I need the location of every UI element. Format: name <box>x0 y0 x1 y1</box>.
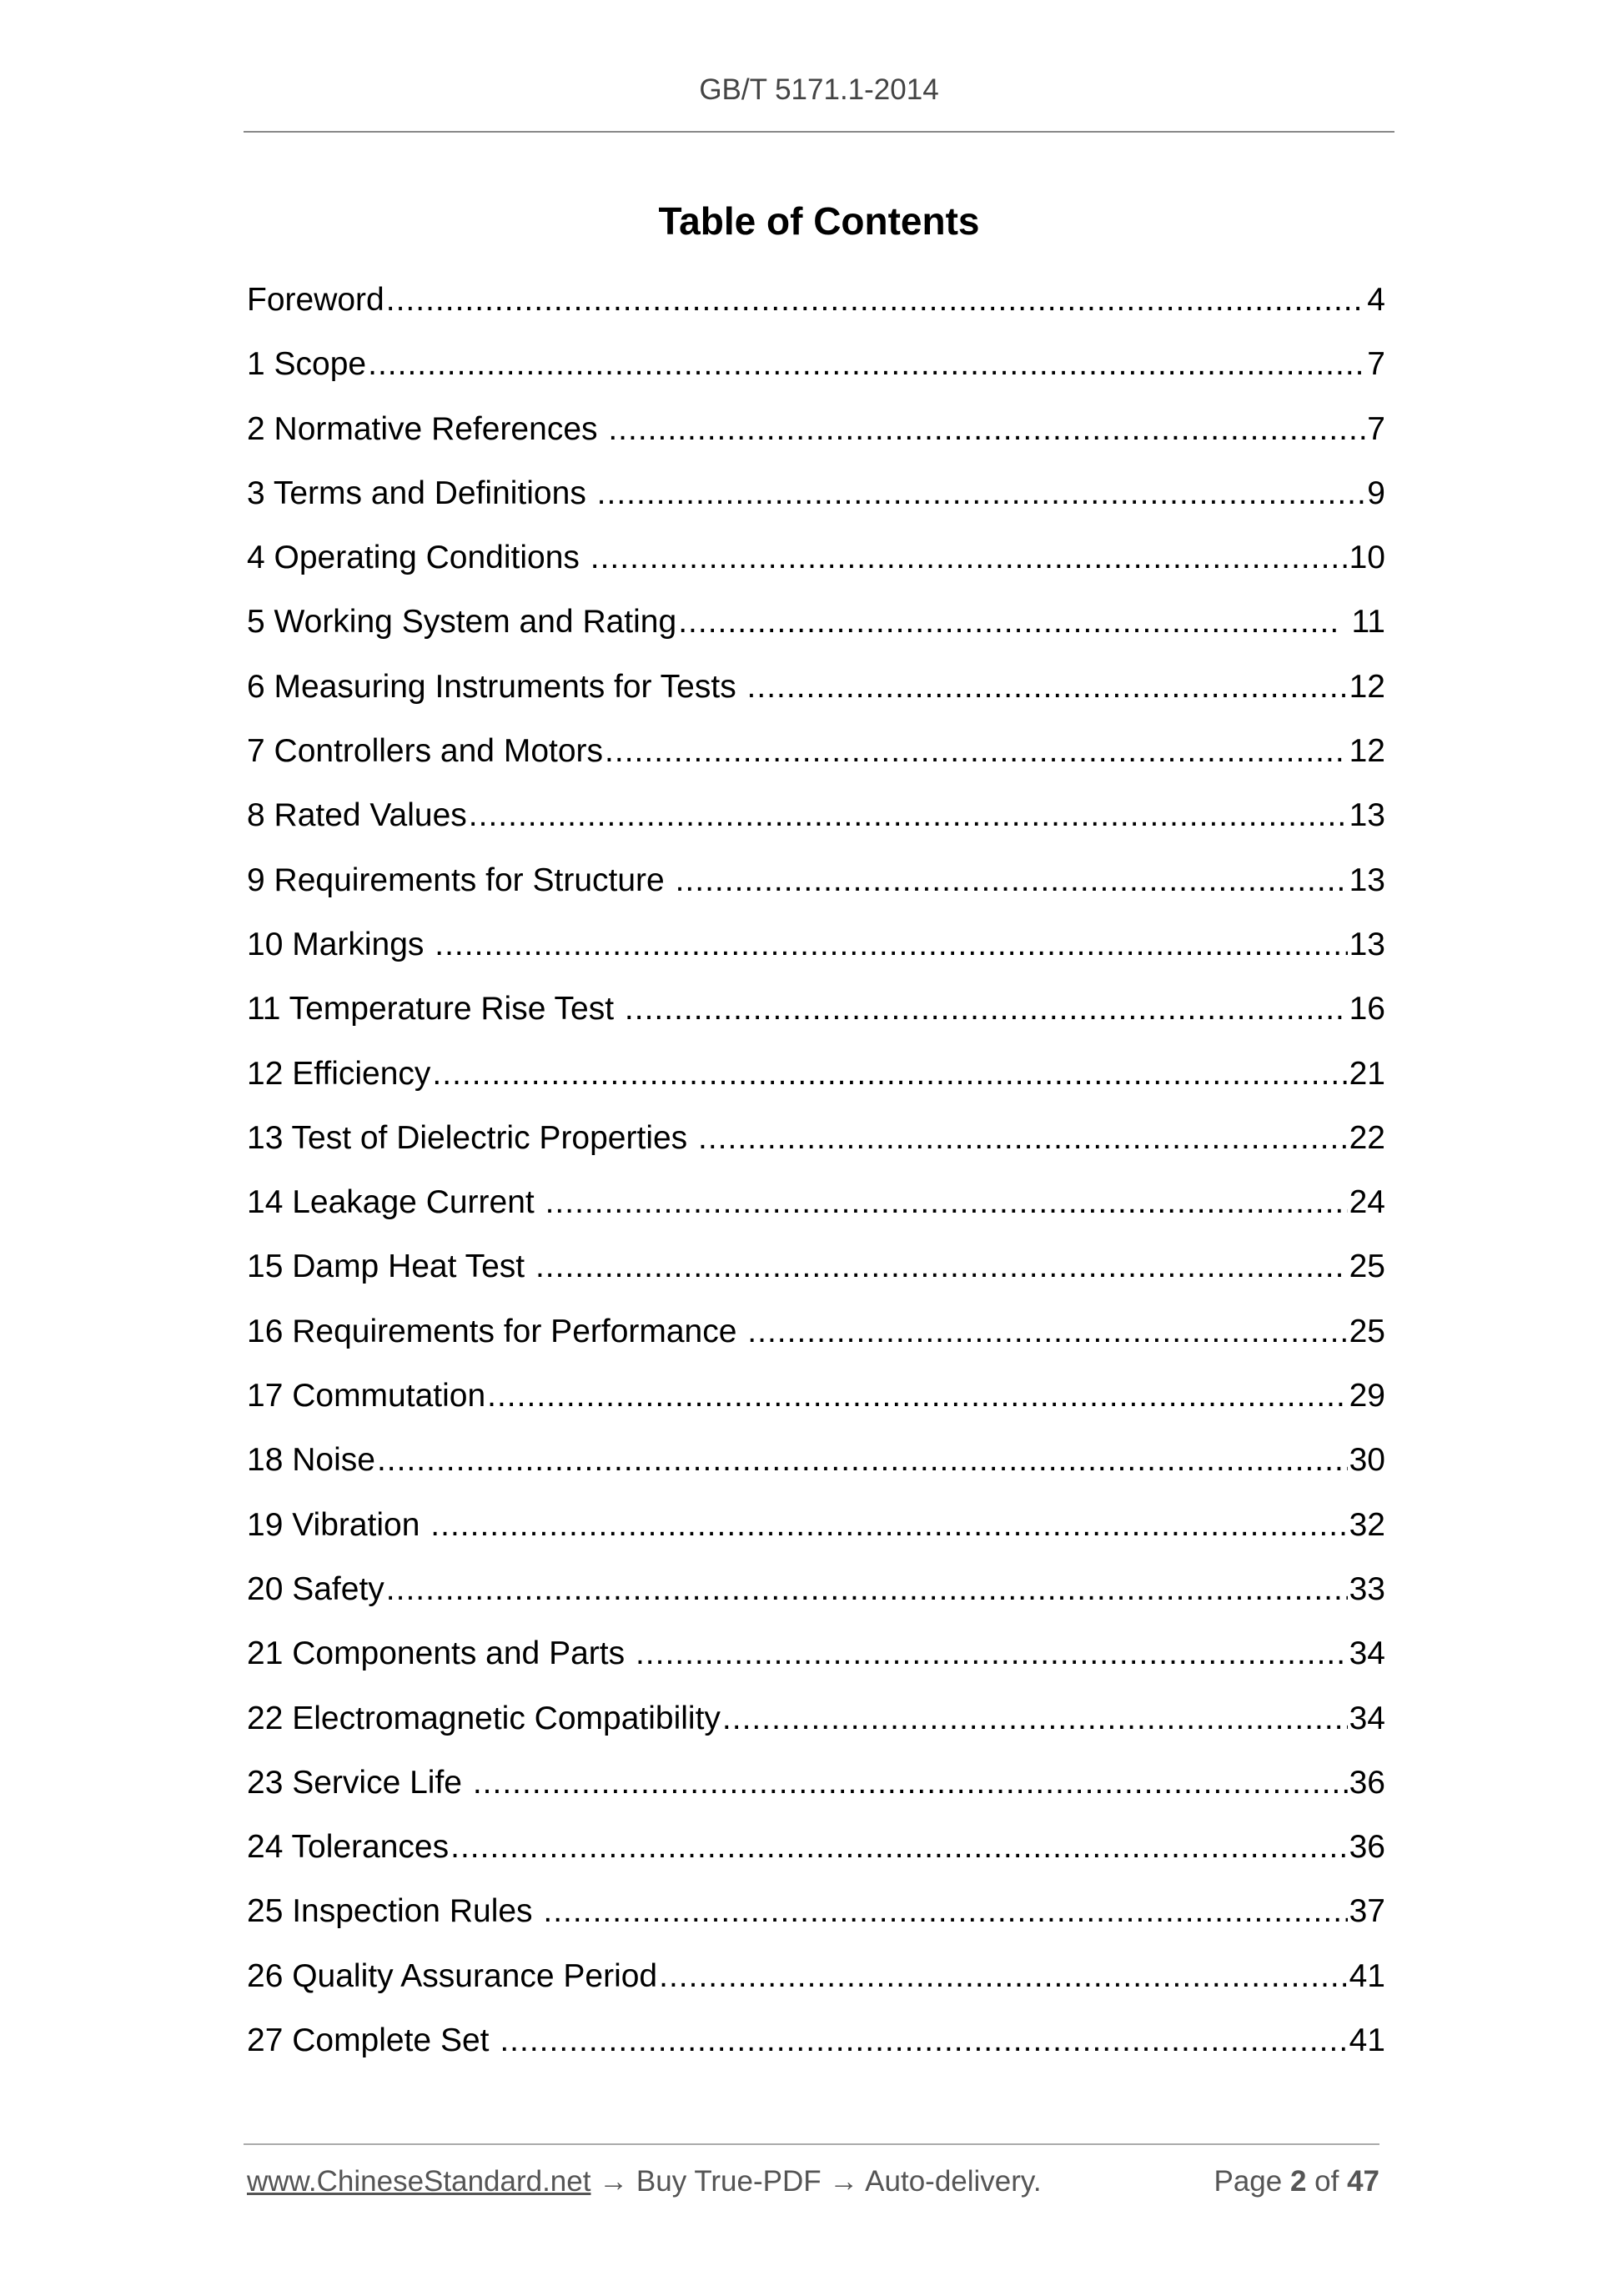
toc-entry-page: 29 <box>1349 1378 1385 1414</box>
toc-entry-title: 13 Test of Dielectric Properties <box>247 1119 697 1156</box>
toc-dot-leader <box>590 533 1348 583</box>
toc-entry[interactable] <box>247 597 1385 661</box>
toc-entry-title: 26 Quality Assurance Period <box>247 1957 658 1994</box>
toc-entry[interactable] <box>247 1565 1385 1629</box>
toc-dot-leader <box>625 984 1348 1034</box>
toc-entry-page: 25 <box>1349 1248 1385 1285</box>
toc-dot-leader <box>435 920 1347 970</box>
toc-entry-title: 6 Measuring Instruments for Tests <box>247 668 746 705</box>
toc-dot-leader <box>535 1242 1348 1292</box>
toc-entry-title: 5 Working System and Rating <box>247 604 677 641</box>
toc-entry-page: 34 <box>1349 1635 1385 1672</box>
toc-entry-page: 41 <box>1349 2022 1385 2059</box>
toc-entry-page: 25 <box>1349 1313 1385 1349</box>
toc-entry-page: 34 <box>1349 1700 1385 1736</box>
toc-entry-title: 1 Scope <box>247 346 367 383</box>
toc-dot-leader <box>747 662 1348 712</box>
toc-entry[interactable] <box>247 1049 1385 1113</box>
toc-entry-title: 24 Tolerances <box>247 1829 450 1866</box>
page-title: Table of Contents <box>658 199 980 243</box>
toc-entry-page: 10 <box>1349 540 1385 576</box>
toc-dot-leader <box>368 339 1365 389</box>
toc-entry-title: 22 Electromagnetic Compatibility <box>247 1700 721 1736</box>
toc-dot-leader <box>450 1822 1347 1872</box>
toc-entry-title: Foreword <box>247 282 384 318</box>
toc-dot-leader <box>543 1887 1347 1937</box>
page-of: of <box>1306 2165 1348 2198</box>
toc-dot-leader <box>608 404 1365 455</box>
toc-entry-page: 32 <box>1349 1506 1385 1543</box>
toc-entry[interactable] <box>247 1500 1385 1565</box>
toc-entry[interactable] <box>247 339 1385 404</box>
toc-entry-title: 19 Vibration <box>247 1506 430 1543</box>
toc-entry-page: 16 <box>1349 991 1385 1027</box>
site-link[interactable]: www.ChineseStandard.net <box>247 2165 591 2198</box>
toc-dot-leader <box>698 1113 1348 1163</box>
toc-dot-leader <box>430 1500 1347 1550</box>
toc-entry-title: 17 Commutation <box>247 1378 486 1414</box>
toc-entry-title: 11 Temperature Rise Test <box>247 991 623 1027</box>
footer-promo <box>247 2165 1042 2198</box>
toc-entry-page: 30 <box>1349 1442 1385 1479</box>
running-header: GB/T 5171.1-2014 <box>699 73 939 106</box>
toc-entry-page: 33 <box>1349 1570 1385 1607</box>
toc-entry[interactable] <box>247 533 1385 597</box>
toc-entry-title: 7 Controllers and Motors <box>247 733 604 770</box>
toc-entry-title: 18 Noise <box>247 1442 375 1479</box>
toc-entry-page: 11 <box>1342 604 1385 641</box>
toc-entry-page: 9 <box>1367 475 1385 511</box>
toc-entry-page: 13 <box>1349 797 1385 834</box>
toc-dot-leader <box>678 597 1340 647</box>
toc-entry[interactable] <box>247 1822 1385 1887</box>
toc-entry[interactable] <box>247 2016 1385 2080</box>
toc-entry-page: 13 <box>1349 862 1385 898</box>
toc-entry[interactable] <box>247 791 1385 855</box>
toc-dot-leader <box>386 1565 1348 1615</box>
page-total: 47 <box>1347 2165 1379 2198</box>
toc-dot-leader <box>386 275 1366 325</box>
table-of-contents <box>247 275 1385 2080</box>
toc-dot-leader <box>487 1371 1347 1421</box>
toc-entry[interactable] <box>247 984 1385 1048</box>
toc-entry-page: 13 <box>1349 926 1385 962</box>
toc-entry[interactable] <box>247 856 1385 920</box>
toc-entry-title: 8 Rated Values <box>247 797 467 834</box>
toc-entry-title: 2 Normative References <box>247 410 607 447</box>
toc-entry-page: 7 <box>1367 346 1385 383</box>
toc-dot-leader <box>605 726 1348 776</box>
footer-promo-text: → Buy True-PDF → Auto-delivery. <box>590 2165 1042 2198</box>
toc-dot-leader <box>722 1694 1348 1744</box>
toc-entry[interactable] <box>247 1435 1385 1500</box>
toc-entry[interactable] <box>247 920 1385 984</box>
toc-entry-title: 27 Complete Set <box>247 2022 499 2059</box>
toc-entry-title: 25 Inspection Rules <box>247 1893 542 1930</box>
toc-entry[interactable] <box>247 1694 1385 1758</box>
header-divider <box>244 131 1394 133</box>
toc-entry-page: 22 <box>1349 1119 1385 1156</box>
toc-entry[interactable] <box>247 1887 1385 1951</box>
toc-entry-page: 24 <box>1349 1184 1385 1221</box>
toc-dot-leader <box>469 791 1348 841</box>
toc-entry-page: 4 <box>1367 282 1385 318</box>
toc-dot-leader <box>432 1049 1347 1099</box>
toc-entry-page: 7 <box>1367 410 1385 447</box>
toc-entry[interactable] <box>247 275 1385 339</box>
toc-entry-title: 16 Requirements for Performance <box>247 1313 746 1349</box>
toc-entry-page: 37 <box>1349 1893 1385 1930</box>
toc-entry[interactable] <box>247 1307 1385 1371</box>
toc-entry-page: 12 <box>1349 668 1385 705</box>
toc-entry-title: 20 Safety <box>247 1570 384 1607</box>
toc-entry-page: 21 <box>1349 1055 1385 1092</box>
toc-entry[interactable] <box>247 1629 1385 1693</box>
toc-entry-title: 4 Operating Conditions <box>247 540 589 576</box>
page-footer <box>247 2165 1379 2198</box>
toc-dot-leader <box>676 856 1348 906</box>
toc-dot-leader <box>377 1435 1348 1485</box>
toc-entry-page: 12 <box>1349 733 1385 770</box>
toc-entry-page: 36 <box>1349 1829 1385 1866</box>
toc-dot-leader <box>636 1629 1348 1679</box>
toc-dot-leader <box>597 469 1366 519</box>
toc-entry-title: 15 Damp Heat Test <box>247 1248 534 1285</box>
toc-dot-leader <box>473 1758 1348 1808</box>
toc-dot-leader <box>659 1952 1348 2002</box>
toc-entry[interactable] <box>247 1242 1385 1306</box>
page-current: 2 <box>1289 2165 1307 2198</box>
toc-entry[interactable] <box>247 726 1385 791</box>
footer-divider <box>244 2143 1379 2145</box>
toc-dot-leader <box>747 1307 1347 1357</box>
toc-entry-title: 9 Requirements for Structure <box>247 862 674 898</box>
toc-entry[interactable] <box>247 1952 1385 2016</box>
toc-dot-leader <box>500 2016 1347 2066</box>
toc-entry-page: 36 <box>1349 1764 1385 1801</box>
toc-entry[interactable] <box>247 1758 1385 1822</box>
toc-entry-page: 41 <box>1349 1957 1385 1994</box>
toc-entry[interactable] <box>247 404 1385 469</box>
toc-dot-leader <box>545 1178 1348 1228</box>
toc-entry[interactable] <box>247 1113 1385 1178</box>
toc-entry[interactable] <box>247 1371 1385 1435</box>
toc-entry-title: 14 Leakage Current <box>247 1184 544 1221</box>
toc-entry[interactable] <box>247 662 1385 726</box>
toc-entry-title: 12 Efficiency <box>247 1055 431 1092</box>
toc-entry-title: 21 Components and Parts <box>247 1635 634 1672</box>
toc-entry-title: 23 Service Life <box>247 1764 471 1801</box>
toc-entry[interactable] <box>247 469 1385 533</box>
toc-entry-title: 3 Terms and Definitions <box>247 475 595 511</box>
toc-entry[interactable] <box>247 1178 1385 1242</box>
toc-entry-title: 10 Markings <box>247 926 434 962</box>
page-number <box>1213 2165 1379 2198</box>
page-label: Page <box>1213 2165 1290 2198</box>
